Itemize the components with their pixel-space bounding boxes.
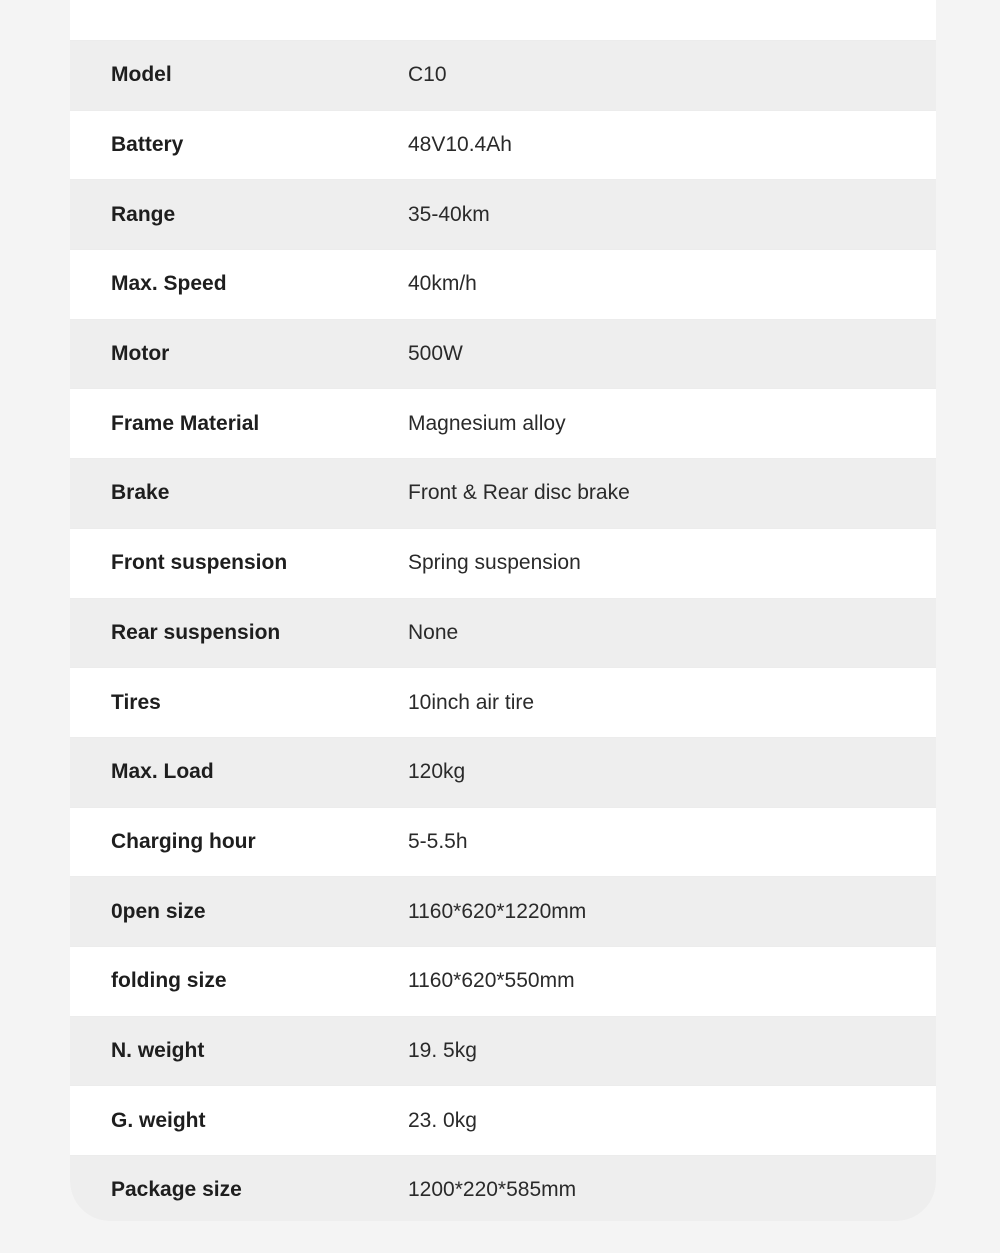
spec-value: 10inch air tire [408, 690, 535, 714]
spec-label: Brake [111, 481, 170, 505]
spec-row [70, 946, 936, 1016]
spec-value: Front & Rear disc brake [408, 481, 630, 505]
spec-label: Charging hour [111, 829, 256, 853]
spec-label: Range [111, 202, 176, 226]
spec-label: Max. Speed [111, 272, 227, 296]
spec-value: Magnesium alloy [408, 411, 566, 435]
spec-row [70, 1016, 936, 1086]
spec-row [70, 110, 936, 180]
spec-value: 1160*620*1220mm [408, 899, 587, 923]
spec-row [70, 807, 936, 877]
spec-label: Tires [111, 690, 161, 714]
spec-label: Battery [111, 133, 184, 157]
spec-row [70, 458, 936, 528]
spec-table [70, 40, 936, 1221]
spec-row [70, 40, 936, 110]
spec-label: Model [111, 63, 172, 87]
spec-value: 35-40km [408, 202, 490, 226]
spec-label: 0pen size [111, 899, 206, 923]
spec-label: Front suspension [111, 551, 288, 575]
spec-label: Package size [111, 1178, 242, 1202]
spec-row [70, 876, 936, 946]
spec-row [70, 667, 936, 737]
spec-value: 120kg [408, 760, 466, 784]
spec-value: 5-5.5h [408, 829, 468, 853]
spec-label: Max. Load [111, 760, 214, 784]
spec-value: 40km/h [408, 272, 477, 296]
spec-row [70, 598, 936, 668]
spec-label: Rear suspension [111, 620, 281, 644]
spec-row [70, 319, 936, 389]
spec-value: 48V10.4Ah [408, 133, 512, 157]
spec-row [70, 737, 936, 807]
spec-value: Spring suspension [408, 551, 581, 575]
spec-value: 19. 5kg [408, 1038, 477, 1062]
spec-value: 1200*220*585mm [408, 1178, 577, 1202]
spec-row [70, 249, 936, 319]
spec-label: G. weight [111, 1108, 206, 1132]
spec-value: C10 [408, 63, 447, 87]
spec-value: None [408, 620, 459, 644]
spec-value: 1160*620*550mm [408, 969, 575, 993]
spec-label: Frame Material [111, 411, 260, 435]
spec-row [70, 388, 936, 458]
spec-value: 500W [408, 342, 463, 366]
spec-row [70, 528, 936, 598]
spec-value: 23. 0kg [408, 1108, 477, 1132]
spec-row [70, 179, 936, 249]
spec-card [70, 0, 936, 1221]
spec-label: N. weight [111, 1038, 205, 1062]
spec-row [70, 1155, 936, 1221]
spec-row [70, 1085, 936, 1155]
spec-label: Motor [111, 342, 170, 366]
spec-label: folding size [111, 969, 227, 993]
